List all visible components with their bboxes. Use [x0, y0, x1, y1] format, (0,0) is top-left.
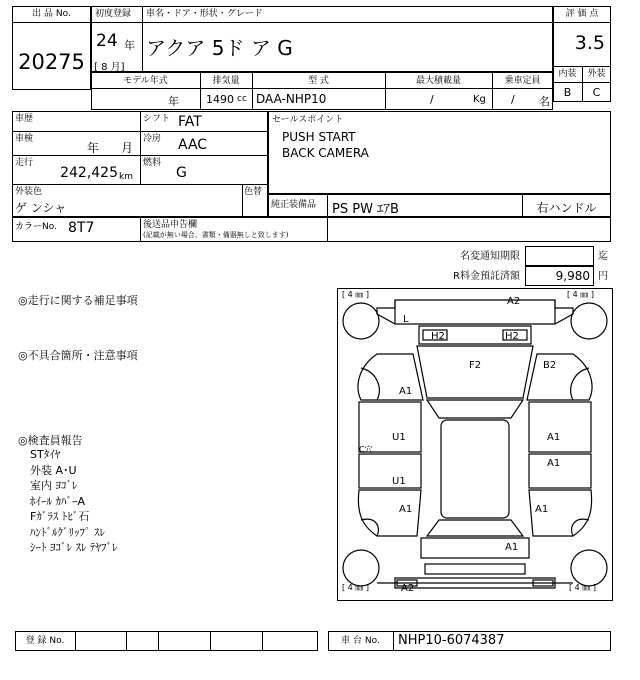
recycle-fee-unit: 円: [598, 271, 608, 282]
damage-mark: L: [403, 314, 409, 325]
model-code: DAA-NHP10: [256, 92, 327, 106]
inspection-label: 車検: [15, 134, 34, 144]
color-no-box: [12, 217, 611, 242]
exterior-color: ゲ ンシャ: [15, 201, 67, 215]
score-label: 評 価 点: [565, 9, 599, 19]
tire-depth-rear-left: [ 4 ㎜ ]: [342, 583, 369, 592]
inspector-report-title: ◎検査員報告: [18, 434, 83, 447]
ac-label: 冷房: [143, 134, 162, 144]
first-registration-year: 24: [96, 31, 118, 51]
damage-mark: U1: [392, 476, 406, 487]
sales-point-1: PUSH START: [282, 130, 356, 144]
capacity-label: 乗車定員: [504, 76, 541, 86]
max-load-label: 最大積載量: [415, 76, 461, 86]
name-change-deadline-unit: 迄: [598, 251, 608, 262]
damage-mark: A1: [399, 504, 413, 515]
registration-number-label: 登 録 No.: [25, 636, 65, 646]
shift: FAT: [178, 114, 202, 130]
wheel-rear-left: [343, 550, 379, 586]
rear-window: [427, 520, 523, 536]
recycle-fee: 9,980: [555, 269, 590, 283]
model-year-unit: 年: [168, 95, 179, 108]
car-damage-diagram: [337, 288, 613, 601]
model-code-label: 型 式: [308, 76, 329, 86]
car-name: アクア 5ド ア G: [146, 36, 293, 60]
tire-depth-rear-right: [ 4 ㎜ ]: [569, 583, 596, 592]
inspection-year-unit: 年: [87, 141, 100, 155]
windshield: [427, 400, 523, 418]
rear-door-left: [359, 454, 421, 488]
mileage: 242,425: [60, 165, 118, 181]
interior-grade: B: [563, 86, 572, 99]
damage-mark: U1: [392, 432, 406, 443]
hood: [417, 346, 533, 398]
inspector-line: ｼｰﾄ ﾖｺﾞﾚ ｽﾚ ﾃﾔﾌﾞﾚ: [30, 541, 118, 554]
name-change-deadline-field: [525, 246, 594, 266]
inspector-line: ﾊﾝﾄﾞﾙｸﾞﾘｯﾌﾟ ｽﾚ: [30, 525, 105, 539]
damage-mark: A1: [399, 386, 413, 397]
name-change-deadline-label: 名変通知期限: [460, 251, 520, 262]
tire-depth-front-left: [ 4 ㎜ ]: [342, 290, 369, 299]
docs-note: (記載が無い場合、書類・備器無しと致します): [143, 231, 289, 239]
displacement: 1490: [206, 93, 234, 106]
color-no: 8T7: [68, 220, 95, 236]
lot-number: 20275: [18, 50, 85, 74]
damage-mark: A1: [535, 504, 549, 515]
damage-mark: F2: [469, 360, 482, 371]
tire-depth-front-right: [ 4 ㎜ ]: [567, 290, 594, 299]
recycle-fee-label: R料金預託済額: [453, 271, 520, 282]
first-registration-label: 初度登録: [95, 9, 132, 19]
fuel-label: 燃料: [143, 158, 162, 168]
exterior-label: 外装: [587, 69, 606, 79]
docs-label: 後送品申告欄: [143, 220, 198, 230]
roof: [441, 420, 509, 518]
mileage-label: 走行: [15, 158, 34, 168]
mileage-unit: km: [119, 172, 133, 182]
history-label: 車歴: [15, 114, 34, 124]
inspector-line: STﾀｲﾔ: [30, 448, 61, 461]
inspection-month-unit: 月: [121, 141, 134, 155]
damage-mark: A1: [547, 458, 561, 469]
damage-mark: B2: [543, 360, 557, 371]
damage-mark: A1: [547, 432, 561, 443]
sales-point-label: セールスポイント: [272, 115, 344, 125]
color-change-label: 色替: [244, 187, 263, 197]
ac: AAC: [178, 137, 208, 153]
wheel-front-right: [571, 303, 607, 339]
score: 3.5: [574, 32, 605, 54]
exterior-color-label: 外装色: [15, 187, 43, 197]
year-unit: 年: [124, 39, 135, 52]
sales-point-2: BACK CAMERA: [282, 146, 369, 160]
interior-label: 内装: [558, 69, 577, 79]
driving-notes-title: ◎走行に関する補足事項: [18, 294, 138, 307]
capacity-separator: /: [511, 93, 515, 106]
exterior-grade: C: [592, 86, 601, 99]
chassis-number: NHP10-6074387: [398, 633, 505, 648]
equipment: PS PW ｴｱB: [332, 202, 399, 217]
lot-number-label: 出 品 No.: [32, 9, 71, 19]
capacity-unit: 名: [539, 95, 550, 108]
wheel-front-left: [343, 303, 379, 339]
inspector-line: Fｶﾞﾗｽ ﾄﾋﾞ石: [30, 510, 90, 523]
shift-label: シフト: [143, 114, 171, 124]
front-fender-right: [527, 354, 592, 400]
inspector-line: 室内 ﾖｺﾞﾚ: [30, 479, 78, 492]
car-name-label: 車名・ドア・形状・グレード: [146, 9, 263, 19]
equipment-label: 純正装備品: [271, 200, 317, 210]
inspector-report-lines: [30, 447, 118, 556]
damage-mark: C穴: [359, 445, 373, 454]
max-load-unit: Kg: [473, 94, 486, 105]
damage-mark: A1: [505, 542, 519, 553]
damage-mark: H2: [431, 331, 445, 342]
damage-mark: A2: [401, 583, 415, 594]
max-load-separator: /: [430, 93, 434, 106]
front-door-right: [529, 402, 591, 452]
inspector-line: ﾎｲｰﾙ ｶﾊﾞｰA: [30, 494, 86, 508]
defects-notes-title: ◎不具合箇所・注意事項: [18, 349, 138, 362]
model-year-label: モデル年式: [123, 76, 168, 86]
color-no-label: カラーNo.: [15, 222, 57, 232]
first-registration-month: [ 8 月]: [94, 62, 125, 73]
inspector-line: 外装 A･U: [30, 463, 77, 477]
displacement-label: 排気量: [212, 76, 240, 86]
steering: 右ハンドル: [536, 201, 597, 215]
fuel: G: [176, 165, 187, 181]
damage-mark: H2: [505, 331, 519, 342]
wheel-rear-right: [571, 550, 607, 586]
damage-mark: A2: [507, 296, 521, 307]
chassis-number-label: 車 台 No.: [341, 636, 380, 646]
front-fender-left: [358, 354, 423, 400]
displacement-unit: cc: [237, 94, 247, 104]
